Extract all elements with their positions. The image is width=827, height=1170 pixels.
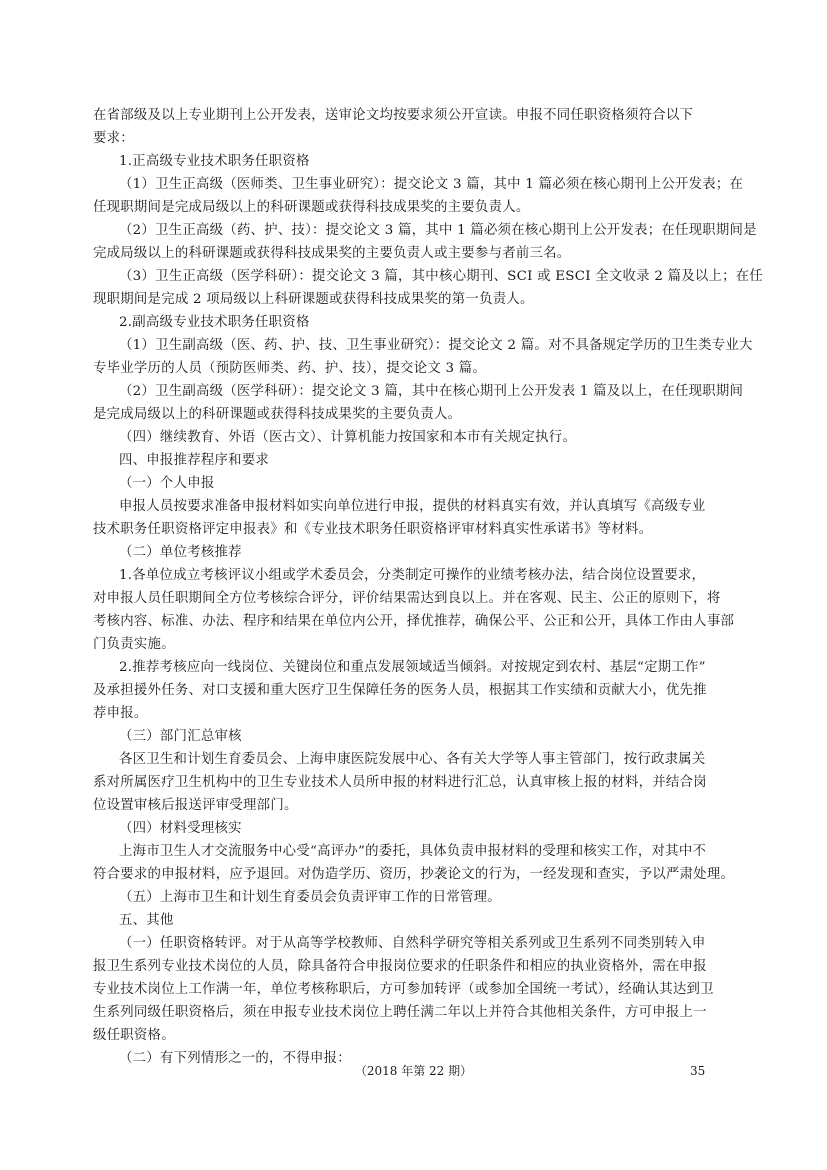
text-line: 门负责实施。 bbox=[93, 637, 175, 652]
text-line: 报卫生系列专业技术岗位的人员，除具备符合申报岗位要求的任职条件和相应的执业资格外，需在申报 bbox=[93, 959, 707, 974]
text-line: （1）卫生正高级（医师类、卫生事业研究）：提交论文 3 篇，其中 1 篇必须在核心期刊上公开发表；在 bbox=[119, 177, 744, 192]
text-line: 要求： bbox=[93, 131, 134, 146]
text-line: 专毕业学历的人员（预防医师类、药、护、技），提交论文 3 篇。 bbox=[93, 361, 487, 376]
text-line: （1）卫生副高级（医、药、护、技、卫生事业研究）：提交论文 2 篇。对不具备规定学历的卫生类专业大 bbox=[119, 338, 753, 353]
text-line: 四、申报推荐程序和要求 bbox=[119, 453, 270, 468]
text-line: 及承担援外任务、对口支援和重大医疗卫生保障任务的医务人员，根据其工作实绩和贡献大小，优先推 bbox=[93, 683, 707, 698]
text-line: （3）卫生正高级（医学科研）：提交论文 3 篇，其中核心期刊、SCI 或 ESCI 全文收录 2 篇及以上；在任 bbox=[119, 269, 764, 284]
text-line: 是完成局级以上的科研课题或获得科技成果奖的主要负责人。 bbox=[93, 407, 462, 422]
text-line: 考核内容、标准、办法、程序和结果在单位内公开，择优推荐，确保公平、公正和公开，具体工作由人事部 bbox=[93, 614, 735, 629]
text-line: 系对所属医疗卫生机构中的卫生专业技术人员所申报的材料进行汇总，认真审核上报的材料，并结合岗 bbox=[93, 775, 707, 790]
page-footer bbox=[0, 1061, 827, 1081]
text-line: （四）材料受理核实 bbox=[119, 821, 242, 836]
text-line: 位设置审核后报送评审受理部门。 bbox=[93, 798, 298, 813]
text-line: （2）卫生副高级（医学科研）：提交论文 3 篇，其中在核心期刊上公开发表 1 篇及以上，在任现职期间 bbox=[119, 384, 744, 399]
text-line: 技术职务任职资格评定申报表》和《专业技术职务任职资格评审材料真实性承诺书》等材料。 bbox=[93, 522, 653, 537]
document-body bbox=[93, 104, 764, 1070]
text-line: 1.各单位成立考核评议小组或学术委员会，分类制定可操作的业绩考核办法，结合岗位设置要求， bbox=[119, 568, 706, 583]
text-line: （五）上海市卫生和计划生育委员会负责评审工作的日常管理。 bbox=[119, 890, 501, 905]
text-line: 级任职资格。 bbox=[93, 1028, 175, 1043]
text-line: （二）单位考核推荐 bbox=[119, 545, 242, 560]
text-line: （一）个人申报 bbox=[119, 476, 215, 491]
text-line: （四）继续教育、外语（医古文）、计算机能力按国家和本市有关规定执行。 bbox=[119, 430, 577, 445]
text-line: 现职期间是完成 2 项局级以上科研课题或获得科技成果奖的第一负责人。 bbox=[93, 292, 534, 307]
text-line: 各区卫生和计划生育委员会、上海申康医院发展中心、各有关大学等人事主管部门，按行政隶属关 bbox=[119, 752, 706, 767]
text-line: 2.推荐考核应向一线岗位、关键岗位和重点发展领域适当倾斜。对按规定到农村、基层“定期工作” bbox=[119, 660, 706, 675]
text-line: 荐申报。 bbox=[93, 706, 148, 721]
issue-label: （2018 年第 22 期） bbox=[354, 1064, 473, 1078]
text-line: 1.正高级专业技术职务任职资格 bbox=[119, 154, 310, 169]
text-line: 2.副高级专业技术职务任职资格 bbox=[119, 315, 310, 330]
text-line: 申报人员按要求准备申报材料如实向单位进行申报，提供的材料真实有效，并认真填写《高级专业 bbox=[119, 499, 706, 514]
page-number: 35 bbox=[690, 1064, 706, 1078]
text-line: （一）任职资格转评。对于从高等学校教师、自然科学研究等相关系列或卫生系列不同类别转入申 bbox=[119, 936, 706, 951]
text-line: 专业技术岗位上工作满一年，单位考核称职后，方可参加转评（或参加全国统一考试），经确认其达到卫 bbox=[93, 982, 714, 997]
text-line: 对申报人员任职期间全方位考核综合评分，评价结果需达到良以上。并在客观、民主、公正的原则下，将 bbox=[93, 591, 721, 606]
text-line: 五、其他 bbox=[119, 913, 174, 928]
text-line: 生系列同级任职资格后，须在申报专业技术岗位上聘任满二年以上并符合其他相关条件，方可申报上一 bbox=[93, 1005, 707, 1020]
text-line: 在省部级及以上专业期刊上公开发表，送审论文均按要求须公开宣读。申报不同任职资格须符合以下 bbox=[93, 108, 694, 123]
text-line: （2）卫生正高级（药、护、技）：提交论文 3 篇，其中 1 篇必须在核心期刊上公开发表；在任现职期间是 bbox=[119, 223, 757, 238]
text-line: （二）有下列情形之一的，不得申报： bbox=[119, 1051, 351, 1066]
text-line: 任现职期间是完成局级以上的科研课题或获得科技成果奖的主要负责人。 bbox=[93, 200, 530, 215]
text-line: 完成局级以上的科研课题或获得科技成果奖的主要负责人或主要参与者前三名。 bbox=[93, 246, 571, 261]
text-line: 上海市卫生人才交流服务中心受“高评办”的委托，具体负责申报材料的受理和核实工作，对其中不 bbox=[119, 844, 707, 859]
text-line: （三）部门汇总审核 bbox=[119, 729, 242, 744]
text-line: 符合要求的申报材料，应予退回。对伪造学历、资历，抄袭论文的行为，一经发现和查实，予以严肃处理。 bbox=[93, 867, 735, 882]
